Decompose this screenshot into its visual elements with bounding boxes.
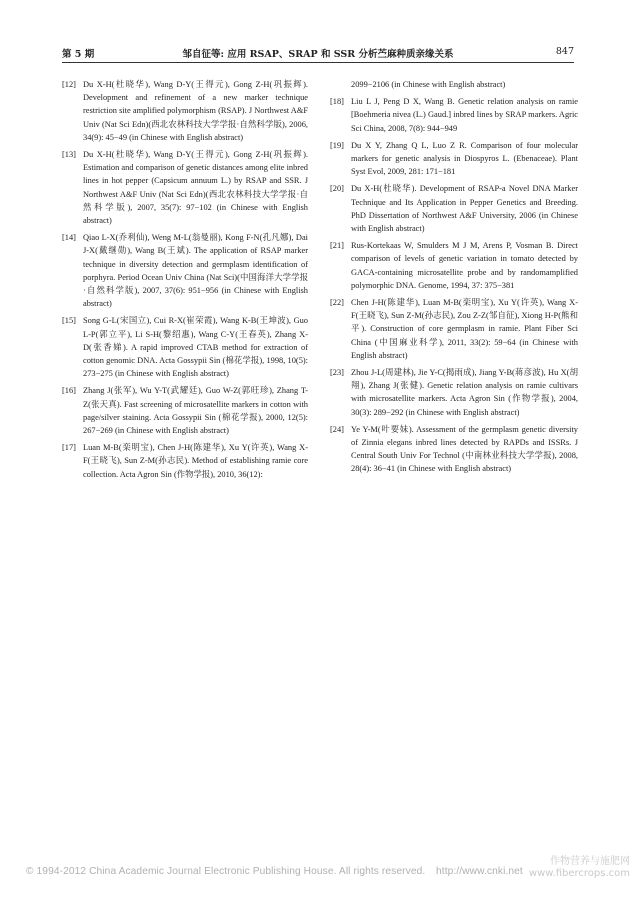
copyright-notice: © 1994-2012 China Academic Journal Electronic Publishing House. All rights reserved. bbox=[26, 866, 426, 877]
reference-item bbox=[330, 423, 578, 476]
reference-number: [18] bbox=[330, 97, 344, 107]
reference-item-continued bbox=[330, 78, 578, 91]
reference-number: [17] bbox=[62, 443, 76, 453]
reference-text: Du X-H(杜晓华), Wang D-Y(王得元), Gong Z-H(巩振辉). Estimation and comparison of genetic distances among elite inbred lines in hot pepper (Capsicum annuum L.) by RSAP and SSR. J Northwest A&F Univ (Nat Sci Edn)(西北农林科技大学学报·自然科学版), 2007, 35(7): 97−102 (in Chinese with English abstract) bbox=[83, 150, 308, 226]
reference-item bbox=[330, 296, 578, 362]
watermark-text-cn: 作物营养与施肥网 bbox=[550, 856, 630, 867]
reference-number: [15] bbox=[62, 316, 76, 326]
reference-item bbox=[330, 182, 578, 235]
site-watermark bbox=[529, 856, 630, 880]
reference-item bbox=[62, 78, 308, 144]
reference-number: [20] bbox=[330, 184, 344, 194]
reference-text: Chen J-H(陈建华), Luan M-B(栾明宝), Xu Y(许英), Wang X-F(王晓飞), Sun Z-M(孙志民), Zou Z-Z(邹自征), Xiong H-P(熊和平). Construction of core germplasm in ramie. Plant Fiber Sci China (中国麻业科学), 2011, 33(2): 59−64 (in Chinese with English abstract) bbox=[351, 298, 578, 360]
reference-number: [13] bbox=[62, 150, 76, 160]
issue-number: 第 5 期 bbox=[62, 49, 95, 60]
footer-link[interactable]: http://www.cnki.net bbox=[436, 866, 523, 877]
reference-item bbox=[330, 366, 578, 419]
reference-text: Du X-H(杜晓华). Development of RSAP-a Novel DNA Marker Technique and Its Application in Pepper Genetics and Breeding. PhD Dissertation of Northwest A&F University, 2006 (in Chinese with English abstract) bbox=[351, 184, 578, 234]
header-rule bbox=[62, 62, 574, 63]
reference-item bbox=[62, 231, 308, 310]
reference-column-left bbox=[62, 78, 308, 485]
watermark-url: www.fibercrops.com bbox=[528, 868, 630, 879]
running-header bbox=[62, 44, 574, 62]
page-number: 847 bbox=[555, 46, 574, 57]
reference-number: [14] bbox=[62, 233, 76, 243]
reference-text: 2099−2106 (in Chinese with English abstract) bbox=[351, 80, 506, 89]
reference-text: Song G-L(宋国立), Cui R-X(崔荣霞), Wang K-B(王坤波), Guo L-P(郭立平), Li S-H(黎绍惠), Wang C-Y(王春英), Zhang X-D(张香娣). A rapid improved CTAB method for extraction of cotton genomic DNA. Acta Gossypii Sin (棉花学报), 1998, 10(5): 273−275 (in Chinese with English abstract) bbox=[83, 316, 308, 379]
reference-number: [12] bbox=[62, 80, 76, 89]
reference-number: [22] bbox=[330, 298, 344, 308]
reference-number: [19] bbox=[330, 140, 344, 150]
page-footer bbox=[26, 866, 610, 880]
reference-item bbox=[62, 384, 308, 437]
reference-column-right bbox=[330, 78, 578, 480]
reference-text: Qiao L-X(乔利仙), Weng M-L(翁曼丽), Kong F-N(孔凡娜), Dai J-X(戴继勋), Wang B(王斌). The application of RSAP marker technique in diversity detection and germplasm identification of porphyra. Period Ocean Univ China (Nat Sci)(中国海洋大学学报·自然科学版), 2007, 37(6): 951−956 (in Chinese with English abstract) bbox=[83, 233, 308, 309]
reference-text: Liu L J, Peng D X, Wang B. Genetic relation analysis on ramie [Boehmeria nivea (L.) Gaud.] inbred lines by SRAP markers. Agric Sci China, 2008, 7(8): 944−949 bbox=[351, 97, 578, 133]
reference-item bbox=[330, 95, 578, 135]
running-title: 邹自征等: 应用 RSAP、SRAP 和 SSR 分析苎麻种质亲缘关系 bbox=[182, 49, 454, 60]
reference-item bbox=[62, 441, 308, 481]
reference-number: [24] bbox=[330, 424, 344, 434]
reference-item bbox=[330, 239, 578, 292]
reference-number: [23] bbox=[330, 368, 344, 378]
reference-item bbox=[62, 148, 308, 227]
reference-text: Zhou J-L(周建林), Jie Y-C(揭雨成), Jiang Y-B(蒋彦波), Hu X(胡翔), Zhang J(张健). Genetic relation analysis on ramie cultivars with microsatellite markers. Acta Agron Sin (作物学报), 2004, 30(3): 289−292 (in Chinese with English abstract) bbox=[351, 368, 578, 417]
reference-text: Zhang J(张军), Wu Y-T(武耀廷), Guo W-Z(郭旺珍), Zhang T-Z(张天真). Fast screening of microsatellite markers in cotton with page/silver staining. Acta Gossypii Sin (棉花学报), 2000, 12(5): 267−269 (in Chinese with English abstract) bbox=[83, 386, 308, 436]
reference-item bbox=[62, 314, 308, 380]
reference-text: Du X Y, Zhang Q L, Luo Z R. Comparison of four molecular markers for genetic analysis in Diospyros L. (Ebenaceae). Plant Syst Evol, 2009, 281: 171−181 bbox=[351, 140, 578, 177]
reference-number: [16] bbox=[62, 386, 76, 396]
reference-text: Rus-Kortekaas W, Smulders M J M, Arens P, Vosman B. Direct comparison of levels of genetic variation in tomato detected by GACA-containing microsatellite probe and by randomamplified polymorphic DNA. Genome, 1994, 37: 375−381 bbox=[351, 241, 578, 290]
reference-item bbox=[330, 139, 578, 179]
reference-number: [21] bbox=[330, 241, 344, 251]
reference-text: Luan M-B(栾明宝), Chen J-H(陈建华), Xu Y(许英), Wang X-F(王晓飞), Sun Z-M(孙志民). Method of establishing ramie core collection. Acta Agron Sin (作物学报), 2010, 36(12): bbox=[83, 443, 308, 479]
reference-text: Du X-H(杜晓华), Wang D-Y(王得元), Gong Z-H(巩振辉). Development and refinement of a new marker technique restriction site amplified polymorphism (RSAP). J Northwest A&F Univ (Nat Sci Edn)(西北农林科技大学学报·自然科学版), 2006, 34(9): 45−49 (in Chinese with English abstract) bbox=[83, 80, 308, 142]
reference-text: Ye Y-M(叶要妹). Assessment of the germplasm genetic diversity of Zinnia elegans inbred lines detected by RAPDs and ISSRs. J Central South Univ For Technol (中南林业科技大学学报), 2008, 28(4): 36−41 (in Chinese with English abstract) bbox=[351, 424, 578, 474]
